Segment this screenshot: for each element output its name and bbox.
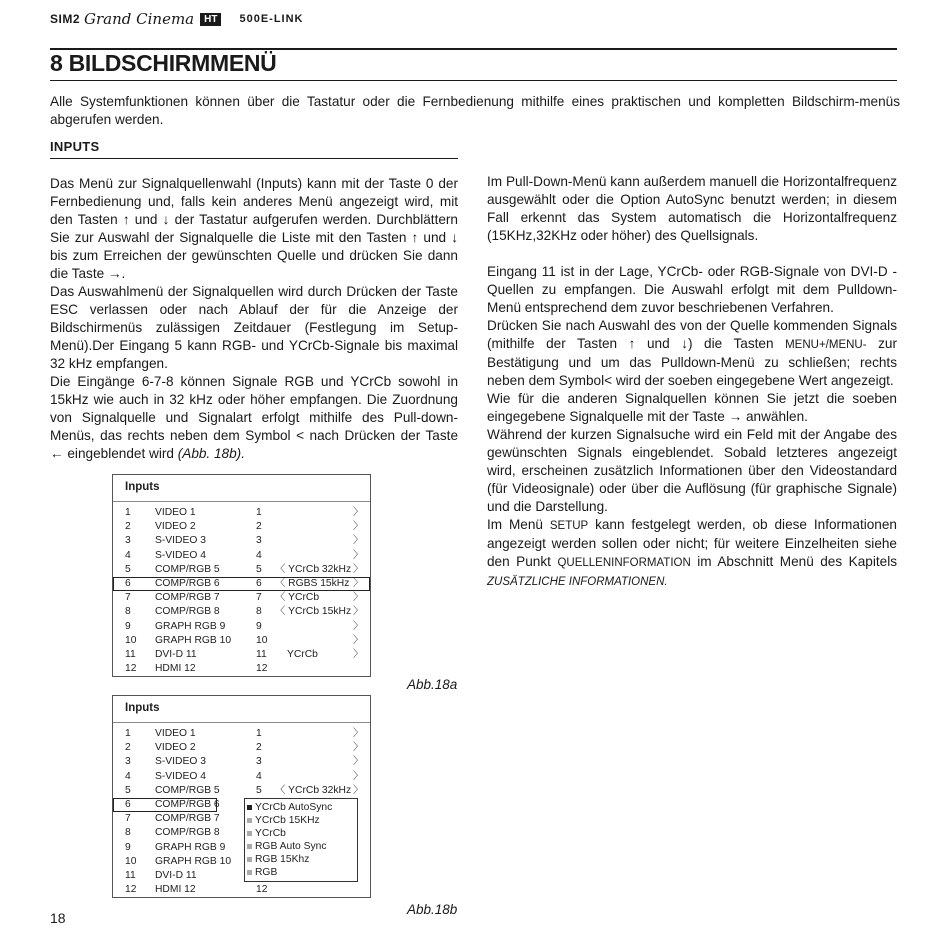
brand-series: Grand Cinema — [84, 10, 195, 28]
menu-title: Inputs — [125, 702, 160, 714]
input-number: 7 — [125, 592, 131, 604]
menu-row-input-7[interactable] — [113, 591, 370, 605]
menu-row-input-5[interactable] — [113, 563, 370, 577]
input-name: VIDEO 1 — [155, 507, 196, 518]
pulldown-option[interactable]: RGB Auto Sync — [245, 840, 357, 853]
input-index: 4 — [256, 770, 262, 782]
chevron-right-icon: 〉 — [353, 742, 364, 754]
input-name: GRAPH RGB 9 — [155, 841, 226, 853]
source-info-label: QUELLENINFORMATION — [557, 557, 691, 569]
left-paragraph-3 — [50, 373, 458, 463]
section-title: INPUTS — [50, 139, 100, 154]
input-name: GRAPH RGB 9 — [155, 620, 226, 632]
input-index: 1 — [256, 507, 262, 518]
figure-reference: (Abb. 18b). — [177, 446, 245, 461]
menu-row-input-6[interactable] — [113, 798, 220, 812]
pulldown-option[interactable]: YCrCb — [245, 827, 357, 840]
pulldown-option[interactable]: RGB — [245, 866, 357, 879]
input-name: S-VIDEO 3 — [155, 756, 206, 768]
input-number: 9 — [125, 841, 131, 853]
brand-logo — [50, 10, 304, 28]
chevron-right-icon: 〉 — [353, 577, 364, 589]
figure-caption-a: Abb.18a — [407, 677, 458, 692]
menu-row-input-12[interactable] — [113, 662, 370, 676]
chevron-right-icon: 〉 — [353, 634, 364, 646]
left-paragraph-3-text: Die Eingänge 6-7-8 können Signale RGB und YCrCb sowohl in 15kHz wie auch in 32 kHz oder höher empfangen. Die Zuordnung von Signalquelle und Signalart erfolgt mithilfe des Pull-down-Menüs, das rechts neben dem Symbol < nach Drücken der Taste ← eingeblendet wird — [50, 374, 458, 461]
input-number: 12 — [125, 663, 137, 675]
right-paragraph-2: Eingang 11 ist in der Lage, YCrCb- oder RGB-Signale von DVI-D - Quellen zu empfangen. Die Auswahl erfolgt mit dem Pulldown-Menü entsprechend dem zuvor beschriebenen Verfahren. — [487, 264, 897, 315]
pulldown-option[interactable]: RGB 15Khz — [245, 853, 357, 866]
input-name: VIDEO 1 — [155, 728, 196, 739]
menu-row-input-9[interactable] — [113, 620, 370, 634]
pulldown-option[interactable]: YCrCb AutoSync — [245, 801, 357, 814]
input-index: 1 — [256, 728, 262, 739]
input-number: 9 — [125, 620, 131, 632]
chevron-left-icon: 〈 — [275, 563, 286, 575]
input-number: 8 — [125, 827, 131, 839]
left-paragraph-1: Das Menü zur Signalquellenwahl (Inputs) kann mit der Taste 0 der Fernbedienung und, falls kein anderes Menü angezeigt wird, mit den Tasten ↑ und ↓ der Tastatur aufgerufen werden. Durchblättern Sie zur Auswahl der Signalquelle die Liste mit den Tasten ↑ und ↓ bis zum Erreichen der gewünschten Quelle und drücken Sie dann die Taste →. — [50, 176, 458, 281]
input-name: COMP/RGB 5 — [155, 563, 220, 575]
input-index: 3 — [256, 535, 262, 547]
chevron-left-icon: 〈 — [275, 606, 286, 618]
menu-title: Inputs — [125, 481, 160, 493]
input-name: VIDEO 2 — [155, 521, 196, 533]
input-number: 11 — [125, 648, 136, 660]
input-number: 3 — [125, 535, 131, 547]
chevron-left-icon: 〈 — [275, 784, 286, 796]
right-paragraph-3-b: zur Bestätigung und um das Pulldown-Menü zu schließen; rechts neben dem Symbol< wird der soeben eingegebene Wert angezeigt. — [487, 336, 897, 388]
input-index: 3 — [256, 756, 262, 768]
chevron-right-icon: 〉 — [353, 521, 364, 533]
menu-row-input-12[interactable] — [113, 883, 370, 897]
signal-pulldown-menu — [244, 798, 358, 882]
menu-divider — [113, 501, 370, 502]
left-column — [50, 175, 458, 463]
additional-info-label: ZUSÄTZLICHE INFORMATIONEN. — [487, 576, 668, 588]
menu-row-input-1[interactable] — [113, 727, 370, 741]
page-number: 18 — [50, 910, 66, 926]
signal-selection — [275, 591, 319, 605]
signal-value: YCrCb — [287, 648, 318, 660]
chevron-right-icon: 〉 — [353, 770, 364, 782]
signal-selection — [275, 563, 351, 577]
input-number: 12 — [125, 884, 137, 896]
input-name: COMP/RGB 6 — [155, 577, 220, 589]
menu-row-input-2[interactable] — [113, 520, 370, 534]
input-number: 1 — [125, 507, 131, 518]
input-number: 6 — [125, 798, 131, 810]
input-number: 11 — [125, 869, 136, 881]
menu-row-input-1[interactable] — [113, 506, 370, 520]
input-number: 10 — [125, 855, 137, 867]
section-divider — [50, 158, 458, 159]
signal-value: YCrCb 32kHz — [285, 563, 352, 575]
input-number: 10 — [125, 634, 137, 646]
menu-row-input-4[interactable] — [113, 770, 370, 784]
signal-value: YCrCb 15kHz — [285, 606, 352, 618]
chevron-right-icon: 〉 — [353, 563, 364, 575]
input-name: HDMI 12 — [155, 663, 196, 675]
input-index: 5 — [256, 563, 262, 575]
input-name: DVI-D 11 — [155, 869, 197, 881]
input-number: 4 — [125, 770, 131, 782]
input-name: COMP/RGB 7 — [155, 592, 220, 604]
input-index: 4 — [256, 549, 262, 561]
input-index: 2 — [256, 742, 262, 754]
input-name: COMP/RGB 8 — [155, 827, 220, 839]
menu-rows — [113, 506, 370, 676]
signal-selection — [275, 605, 351, 619]
chevron-right-icon: 〉 — [353, 549, 364, 561]
chevron-right-icon: 〉 — [353, 507, 364, 518]
input-name: COMP/RGB 7 — [155, 813, 220, 825]
signal-value: RGBS 15kHz — [285, 577, 350, 589]
brand-ht-badge: HT — [200, 13, 221, 26]
signal-value: YCrCb — [285, 592, 320, 604]
input-index: 2 — [256, 521, 262, 533]
signal-value: YCrCb 32kHz — [285, 784, 352, 796]
chevron-right-icon: 〉 — [353, 535, 364, 547]
menu-row-input-2[interactable] — [113, 741, 370, 755]
right-paragraph-4: Wie für die anderen Signalquellen können Sie jetzt die soeben eingegebene Signalquelle mit der Taste → anwählen. — [487, 391, 897, 424]
right-paragraph-6-a: Im Menü — [487, 517, 543, 532]
input-number: 2 — [125, 521, 131, 533]
menu-row-input-4[interactable] — [113, 549, 370, 563]
model-name: 500E-LINK — [239, 13, 304, 25]
menu-row-input-3[interactable] — [113, 534, 370, 548]
intro-paragraph: Alle Systemfunktionen können über die Tastatur oder die Fernbedienung mithilfe eines praktischen und kompletten Bildschirm-menüs abgerufen werden. — [50, 94, 900, 127]
input-index: 6 — [256, 577, 262, 589]
input-name: S-VIDEO 4 — [155, 770, 206, 782]
input-name: S-VIDEO 4 — [155, 549, 206, 561]
input-index: 9 — [256, 620, 262, 632]
input-index: 11 — [256, 648, 267, 660]
right-column — [487, 173, 897, 591]
right-paragraph-6-c: im Abschnitt Menü des Kapitels — [697, 554, 898, 569]
input-name: DVI-D 11 — [155, 648, 197, 660]
input-index: 12 — [256, 884, 268, 896]
signal-selection — [275, 577, 349, 591]
input-name: GRAPH RGB 10 — [155, 855, 232, 867]
chevron-right-icon: 〉 — [353, 648, 364, 660]
input-name: HDMI 12 — [155, 884, 196, 896]
input-index: 8 — [256, 606, 262, 618]
input-name: COMP/RGB 5 — [155, 784, 220, 796]
input-index: 7 — [256, 592, 262, 604]
right-paragraph-6 — [487, 516, 897, 591]
signal-selection — [287, 648, 318, 662]
chevron-left-icon: 〈 — [275, 592, 286, 604]
signal-selection — [275, 784, 351, 798]
input-name: S-VIDEO 3 — [155, 535, 206, 547]
right-paragraph-3 — [487, 317, 897, 390]
menu-row-input-10[interactable] — [113, 634, 370, 648]
pulldown-option[interactable]: YCrCb 15KHz — [245, 814, 357, 827]
input-name: VIDEO 2 — [155, 742, 196, 754]
inputs-menu-figure-b — [112, 695, 371, 898]
menu-row-input-11[interactable] — [113, 648, 370, 662]
input-number: 5 — [125, 563, 131, 575]
chevron-right-icon: 〉 — [353, 756, 364, 768]
menu-key-label: MENU+/MENU- — [785, 339, 867, 351]
right-paragraph-6-b: kann festgelegt werden, ob diese Informationen angezeigt werden sollen oder nicht; für weitere Einzelheiten siehe den Punkt — [487, 517, 897, 569]
input-name: COMP/RGB 8 — [155, 606, 220, 618]
menu-row-input-8[interactable] — [113, 605, 370, 619]
left-paragraph-2: Das Auswahlmenü der Signalquellen wird durch Drücken der Taste ESC verlassen oder nach Ablauf der für die Anzeige der Bildschirmenüs zulässigen Zeitdauer (Festlegung im Setup-Menü).Der Eingang 5 kann RGB- und YCrCb-Signale bis maximal 32 kHz empfangen. — [50, 284, 458, 371]
input-index: 10 — [256, 634, 268, 646]
input-number: 3 — [125, 756, 131, 768]
input-name: GRAPH RGB 10 — [155, 634, 232, 646]
chevron-right-icon: 〉 — [353, 784, 364, 796]
chevron-right-icon: 〉 — [353, 606, 364, 618]
chevron-right-icon: 〉 — [353, 728, 364, 739]
input-index: 12 — [256, 663, 268, 675]
menu-divider — [113, 722, 370, 723]
menu-row-input-5[interactable] — [113, 784, 370, 798]
input-number: 2 — [125, 742, 131, 754]
input-number: 7 — [125, 813, 131, 825]
chevron-right-icon: 〉 — [353, 620, 364, 632]
right-paragraph-1: Im Pull-Down-Menü kann außerdem manuell die Horizontalfrequenz ausgewählt oder die Option AutoSync benutzt werden; in diesem Fall erkennt das System automatisch die Horizontalfrequenz (15KHz,32KHz oder höher) des Quellsignals. — [487, 174, 897, 243]
right-paragraph-3-a: Drücken Sie nach Auswahl des von der Quelle kommenden Signals (mithilfe der Tasten ↑ und ↓) die Tasten — [487, 318, 897, 351]
chapter-title: 8 BILDSCHIRMMENÜ — [50, 50, 277, 76]
input-index: 5 — [256, 784, 262, 796]
input-number: 4 — [125, 549, 131, 561]
input-name: COMP/RGB 6 — [155, 798, 220, 810]
menu-row-input-3[interactable] — [113, 755, 370, 769]
menu-row-input-6[interactable] — [113, 577, 370, 591]
input-number: 8 — [125, 606, 131, 618]
input-number: 5 — [125, 784, 131, 796]
inputs-menu-figure-a — [112, 474, 371, 677]
chevron-left-icon: 〈 — [275, 577, 286, 589]
figure-caption-b: Abb.18b — [407, 902, 458, 917]
chevron-right-icon: 〉 — [353, 592, 364, 604]
right-paragraph-5: Während der kurzen Signalsuche wird ein Feld mit der Angabe des gewünschten Signals eingeblendet. Sobald letzteres angezeigt wird, erscheinen zusätzlich Informationen über den Videostandard (für Videosignale) oder über die Auflösung (für graphische Signale) und die Darstellung. — [487, 427, 897, 514]
brand-sim: SIM2 — [50, 12, 81, 26]
input-number: 6 — [125, 577, 131, 589]
title-divider — [50, 80, 897, 81]
setup-label: SETUP — [549, 520, 589, 532]
input-number: 1 — [125, 728, 131, 739]
